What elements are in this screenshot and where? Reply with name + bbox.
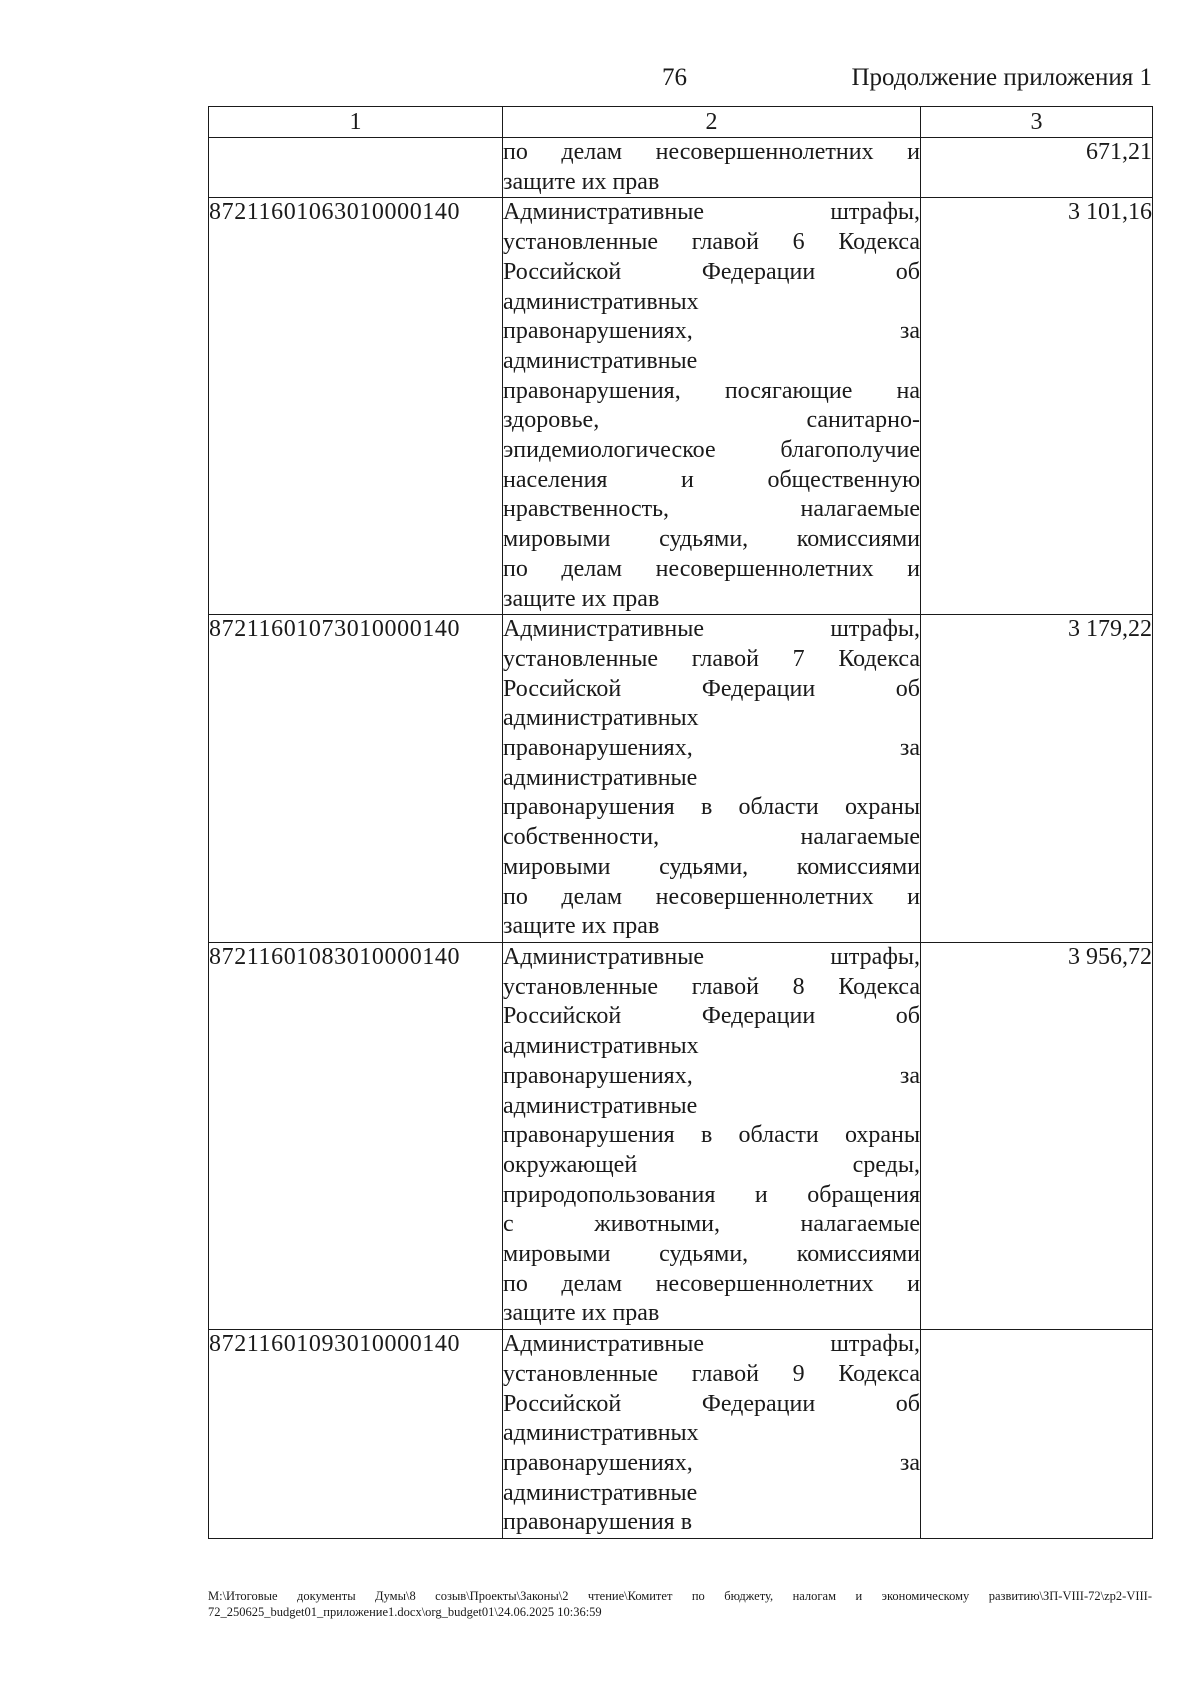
amount-cell: 3 956,72 — [921, 942, 1153, 1329]
page-number: 76 — [662, 64, 687, 91]
amount-cell: 3 101,16 — [921, 198, 1153, 615]
description-line: административные — [503, 1092, 698, 1119]
budget-code-cell: 87211601073010000140 — [209, 615, 503, 943]
description-line: мировыми судьями, комиссиями — [503, 526, 920, 553]
description-cell — [503, 1330, 921, 1539]
description-line: правонарушениях, за — [503, 1449, 920, 1476]
description-line: мировыми судьями, комиссиями — [503, 853, 920, 880]
column-header-3: 3 — [921, 107, 1153, 138]
description-line: Административные штрафы, — [503, 943, 920, 970]
file-path-footer — [208, 1588, 1152, 1620]
amount-cell — [921, 1330, 1153, 1539]
footer-line: 72_250625_budget01_приложение1.docx\org_budget01\24.06.2025 10:36:59 — [208, 1605, 602, 1619]
description-cell — [503, 198, 921, 615]
description-line: правонарушениях, за — [503, 318, 920, 345]
description-line: мировыми судьями, комиссиями — [503, 1241, 920, 1268]
description-line: здоровье, санитарно- — [503, 407, 920, 434]
description-line: административных — [503, 1033, 699, 1060]
description-line: правонарушениях, за — [503, 1062, 920, 1089]
description-line: Административные штрафы, — [503, 616, 920, 643]
table-row — [209, 138, 1153, 198]
description-line: установленные главой 9 Кодекса — [503, 1360, 920, 1387]
description-line: по делам несовершеннолетних и — [503, 555, 920, 582]
description-line: административные — [503, 764, 698, 791]
amount-cell: 671,21 — [921, 138, 1153, 198]
description-line: административных — [503, 705, 699, 732]
description-line: Административные штрафы, — [503, 1331, 920, 1358]
amount-cell: 3 179,22 — [921, 615, 1153, 943]
description-line: защите их прав — [503, 168, 660, 195]
description-line: защите их прав — [503, 913, 660, 940]
table-row — [209, 198, 1153, 615]
description-line: по делам несовершеннолетних и — [503, 1270, 920, 1297]
budget-code-cell: 87211601063010000140 — [209, 198, 503, 615]
description-line: правонарушения в области охраны — [503, 794, 920, 821]
description-line: административные — [503, 1479, 698, 1506]
description-line: собственности, налагаемые — [503, 824, 920, 851]
table-row — [209, 615, 1153, 943]
description-line: установленные главой 6 Кодекса — [503, 229, 920, 256]
description-cell — [503, 615, 921, 943]
description-cell — [503, 942, 921, 1329]
description-line: установленные главой 8 Кодекса — [503, 973, 920, 1000]
description-line: административные — [503, 347, 698, 374]
description-line: правонарушения в области охраны — [503, 1122, 920, 1149]
description-line: Российской Федерации об — [503, 258, 920, 285]
budget-code-cell: 87211601093010000140 — [209, 1330, 503, 1539]
description-line: Российской Федерации об — [503, 675, 920, 702]
description-line: защите их прав — [503, 585, 660, 612]
description-line: административных — [503, 288, 699, 315]
table-header-row — [209, 107, 1153, 138]
description-line: по делам несовершеннолетних и — [503, 139, 920, 165]
description-line: правонарушения, посягающие на — [503, 377, 920, 404]
description-line: установленные главой 7 Кодекса — [503, 645, 920, 672]
table-row — [209, 1330, 1153, 1539]
description-line: нравственность, налагаемые — [503, 496, 920, 523]
description-line: административных — [503, 1420, 699, 1447]
description-line: правонарушения в — [503, 1509, 693, 1536]
budget-code-cell: 87211601083010000140 — [209, 942, 503, 1329]
description-line: эпидемиологическое благополучие — [503, 437, 920, 464]
table-row — [209, 942, 1153, 1329]
description-line: Административные штрафы, — [503, 199, 920, 226]
column-header-1: 1 — [209, 107, 503, 138]
description-line: с животными, налагаемые — [503, 1211, 920, 1238]
description-line: правонарушениях, за — [503, 735, 920, 762]
description-cell — [503, 138, 921, 198]
description-line: населения и общественную — [503, 466, 920, 493]
table-body — [209, 138, 1153, 1539]
footer-line: M:\Итоговые документы Думы\8 созыв\Проекты\Законы\2 чтение\Комитет по бюджету, налогам и экономическому развитию\ЗП-VIII-72\zp2-VIII- — [208, 1589, 1152, 1603]
column-header-2: 2 — [503, 107, 921, 138]
description-line: природопользования и обращения — [503, 1181, 920, 1208]
budget-code-cell — [209, 138, 503, 198]
continuation-heading: Продолжение приложения 1 — [851, 64, 1152, 91]
description-line: окружающей среды, — [503, 1151, 920, 1178]
description-line: защите их прав — [503, 1300, 660, 1327]
description-line: Российской Федерации об — [503, 1003, 920, 1030]
description-line: Российской Федерации об — [503, 1390, 920, 1417]
description-line: по делам несовершеннолетних и — [503, 883, 920, 910]
revenue-table — [208, 106, 1153, 1539]
